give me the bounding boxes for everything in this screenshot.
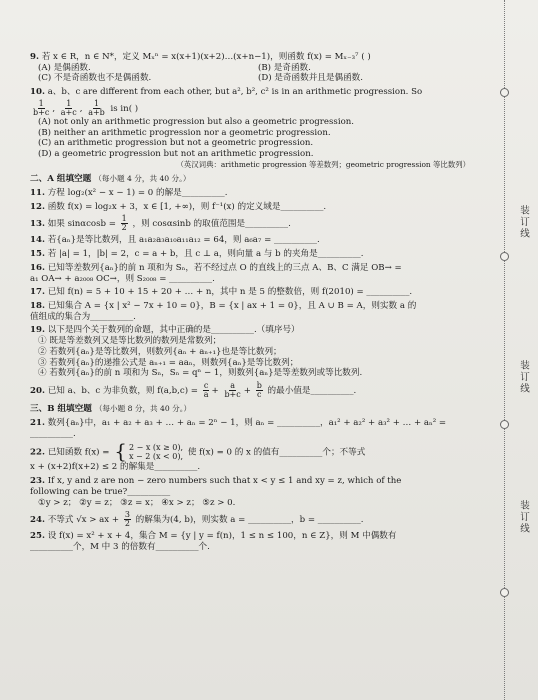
question-12 [30,202,470,213]
q22-cases [129,443,183,461]
q24-text-a: 不等式 √x > ax + [47,515,120,526]
q23-text-line2: following can be true?__________ [30,486,171,497]
q10-frac-2 [60,100,78,117]
q10-frac2-den: a+c [60,107,77,117]
binding-label-bottom: 装订线 [518,500,529,535]
binding-hole-icon [500,588,509,597]
question-22 [30,439,470,473]
q10-glossary: （英汉词典：arithmetic progression 等差数列；geometric progression 等比数列） [176,159,470,169]
binding-label-top: 装订线 [518,205,529,240]
q14-text: 若{aₙ}是等比数列，且 a₁a₂a₃a₁₀a₁₁a₁₂ = 64，则 a₆a₇ = __________. [47,235,320,246]
question-13 [30,215,470,232]
section-a-note: （每小题 4 分，共 40 分。） [94,174,191,184]
binding-hole-icon [500,88,509,97]
q20-frac1-num: c [203,381,209,391]
q9-option-d: (D) 是奇函数并且是偶函数. [258,73,363,84]
q18-text-line2: 值组成的集合为__________. [30,311,136,322]
q10-option-c: (C) an arithmetic progression but not a geometric progression. [38,138,314,149]
q10-option-a: (A) not only an arithmetic progression but also a geometric progression. [38,116,355,127]
question-17 [30,287,470,298]
q23-text: If x, y and z are non − zero numbers such that x < y ≤ 1 and xy = z, which of the [47,476,402,487]
q9-option-a: (A) 是偶函数. [38,62,91,73]
q18-text: 已知集合 A = {x | x² − 7x + 10 = 0}，B = {x | ax + 1 = 0}，且 A ∪ B = A，则实数 a 的 [47,301,417,311]
question-10 [30,87,470,169]
q13-frac-num: 1 [121,214,127,224]
q22-number: 22. [30,447,45,458]
binding-hole-icon [500,252,509,261]
q24-frac-den: 2 [124,519,130,529]
exam-content [30,52,470,556]
q14-number: 14. [30,235,45,246]
q18-number: 18. [30,301,45,311]
q20-frac3-den: c [257,390,262,400]
q9-number: 9. [30,52,39,62]
q24-number: 24. [30,515,45,526]
question-19 [30,325,470,379]
binding-label-mid: 装订线 [518,360,529,395]
q20-frac2-num: a [230,381,235,391]
q20-frac-1 [203,382,210,399]
q25-text: 设 f(x) = x² + x + 4，集合 M = {y | y = f(n)，1 ≤ n ≤ 100，n ∈ Z}，则 M 中偶数有 [47,531,397,542]
q11-number: 11. [30,187,45,198]
q9-text: 若 x ∈ R，n ∈ N*，定义 Mₓⁿ = x(x+1)(x+2)…(x+n−1)，则函数 f(x) = Mₓ₋₃⁷ ( ) [41,52,371,62]
question-23 [30,476,470,508]
q11-text: 方程 log₂(x² − x − 1) = 0 的解是__________. [47,187,228,198]
q25-number: 25. [30,531,45,542]
q20-text-b: 的最小值是__________. [267,386,357,397]
q13-text-a: 如果 sinαcosb = [47,219,116,230]
q10-frac2-num: 1 [66,98,72,108]
q19-options [30,336,470,379]
q13-frac-den: 2 [121,223,127,233]
q19-option-4: ④ 若数列{aₙ}的前 n 项和为 Sₙ，Sₙ = qⁿ − 1，则数列{aₙ}是等差数列或等比数列. [38,368,363,379]
q24-frac [124,511,131,528]
q15-text: 若 |a| = 1，|b| = 2，c = a + b，且 c ⊥ a，则向量 a 与 b 的夹角是__________. [47,249,364,260]
q22-case-1: 2 − x (x ≥ 0), [128,443,184,453]
section-a-header [30,174,470,185]
question-24 [30,511,470,528]
q10-frac-3 [87,100,106,117]
q10-text-a: a、b、c are different from each other, but a², b², c² is in an arithmetic progression. So [47,87,423,98]
q10-frac3-num: 1 [93,98,100,108]
q19-number: 19. [30,325,45,336]
q22-text-line2: x + (x+2)f(x+2) ≤ 2 的解集是__________. [30,462,201,473]
q20-frac2-den: b+c [224,390,241,400]
q22-piecewise [114,439,184,464]
section-b-title: 三、B 组填空题 [30,404,92,415]
q20-frac-3 [256,382,263,399]
q22-text-b: 使 f(x) = 0 的 x 的值有__________个；不等式 [187,447,366,458]
q25-text-line2: __________个，M 中 3 的倍数有__________个. [30,542,210,553]
q15-number: 15. [30,249,45,260]
q13-number: 13. [30,219,45,230]
q13-text-b: ，则 cosαsinb 的取值范围是__________. [132,219,291,230]
q16-number: 16. [30,262,45,273]
q10-frac3-den: a+b [88,107,105,117]
q20-frac-2 [223,382,241,399]
question-9 [30,52,470,84]
q20-frac3-num: b [256,381,262,391]
question-18 [30,301,470,322]
q24-frac-num: 3 [124,510,130,520]
q10-fraction-line: $\frac{1}{b+c}$ , $\frac{1}{a+c}$ , $\frac{1}{a+b}$ is in( ) [33,98,139,117]
q9-option-c: (C) 不是奇函数也不是偶函数. [38,73,152,84]
q10-option-d: (D) a geometric progression but not an arithmetic progression. [38,149,314,160]
question-14 [30,235,470,246]
q20-frac1-den: a [203,390,209,400]
q9-option-b: (B) 是奇函数. [258,62,311,73]
q13-frac [121,215,128,232]
q10-option-b: (B) neither an arithmetic progression nor a geometric progression. [38,127,331,138]
q22-case-2: x − 2 (x < 0), [128,452,184,462]
q19-text: 以下是四个关于数列的命题，其中正确的是__________.（填序号） [47,325,300,336]
q10-number: 10. [30,87,45,98]
q12-number: 12. [30,201,45,212]
question-21 [30,418,470,439]
q9-options [30,63,470,84]
question-16 [30,263,470,284]
question-20: 20. 已知 a、b、c 为非负数，则 f(a,b,c) = $\frac{c}{a}$ + $\frac{a}{b+c}$ + $\frac{b}{c}$ 的最小值是__________. [30,381,357,400]
q22-brace: { [114,439,127,464]
question-25 [30,531,470,552]
q10-frac1-num: 1 [38,98,44,108]
q19-option-3: ③ 若数列{aₙ}的递推公式是 aₙ₊₁ = aaₙ，则数列{aₙ}是等比数列； [38,357,299,368]
section-b-note: （每小题 8 分，共 40 分。） [94,404,192,414]
q19-option-1: ① 既是等差数列又是等比数列的数列是常数列； [38,336,222,347]
q21-number: 21. [30,417,45,428]
q10-options [30,117,470,160]
q10-frac1-den: b+c [33,107,50,117]
q20-text-a: 已知 a、b、c 为非负数，则 f(a,b,c) = [47,386,198,397]
question-15 [30,249,470,260]
q23-number: 23. [30,476,45,487]
q22-text-a: 已知函数 f(x) = [47,447,110,458]
section-b-header [30,404,470,415]
binding-margin [472,0,538,700]
q20-number: 20. [30,386,45,397]
q17-number: 17. [30,287,45,298]
q12-text: 函数 f(x) = log₂x + 3，x ∈ [1, +∞)，则 f⁻¹(x) 的定义域是__________. [47,201,327,212]
binding-hole-icon [500,420,509,429]
q24-text-b: 的解集为(4, b)，则实数 a = __________，b = __________. [135,515,364,526]
question-11 [30,188,470,199]
q10-text-b: is in( ) [110,103,139,114]
section-a-title: 二、A 组填空题 [30,174,92,185]
q17-text: 已知 f(n) = 5 + 10 + 15 + 20 + … + n，其中 n 是 5 的整数倍，则 f(2010) = __________. [47,287,413,298]
q23-options: ①y > z； ②y = z； ③z = x； ④x > z； ⑤z > 0. [38,497,236,508]
q19-option-2: ② 若数列{aₙ}是等比数列，则数列{aₙ + aₙ₊₁}也是等比数列； [38,346,282,357]
q16-text: 已知等差数列{aₙ}的前 n 项和为 Sₙ，若不经过点 O 的直线上的三点 A、B、C 满足 OB→ = [47,262,402,273]
q21-text: 数列{aₙ}中，a₁ + a₂ + a₃ + … + aₙ = 2ⁿ − 1，则 aₙ = __________，a₁² + a₂² + a₃² + … + aₙ² = __________. [30,417,447,439]
q16-text-line2: a₁ OA→ + a₂₀₀₈ OC→，则 S₂₀₀₈ = __________. [30,273,215,284]
q10-frac-1 [32,100,50,117]
